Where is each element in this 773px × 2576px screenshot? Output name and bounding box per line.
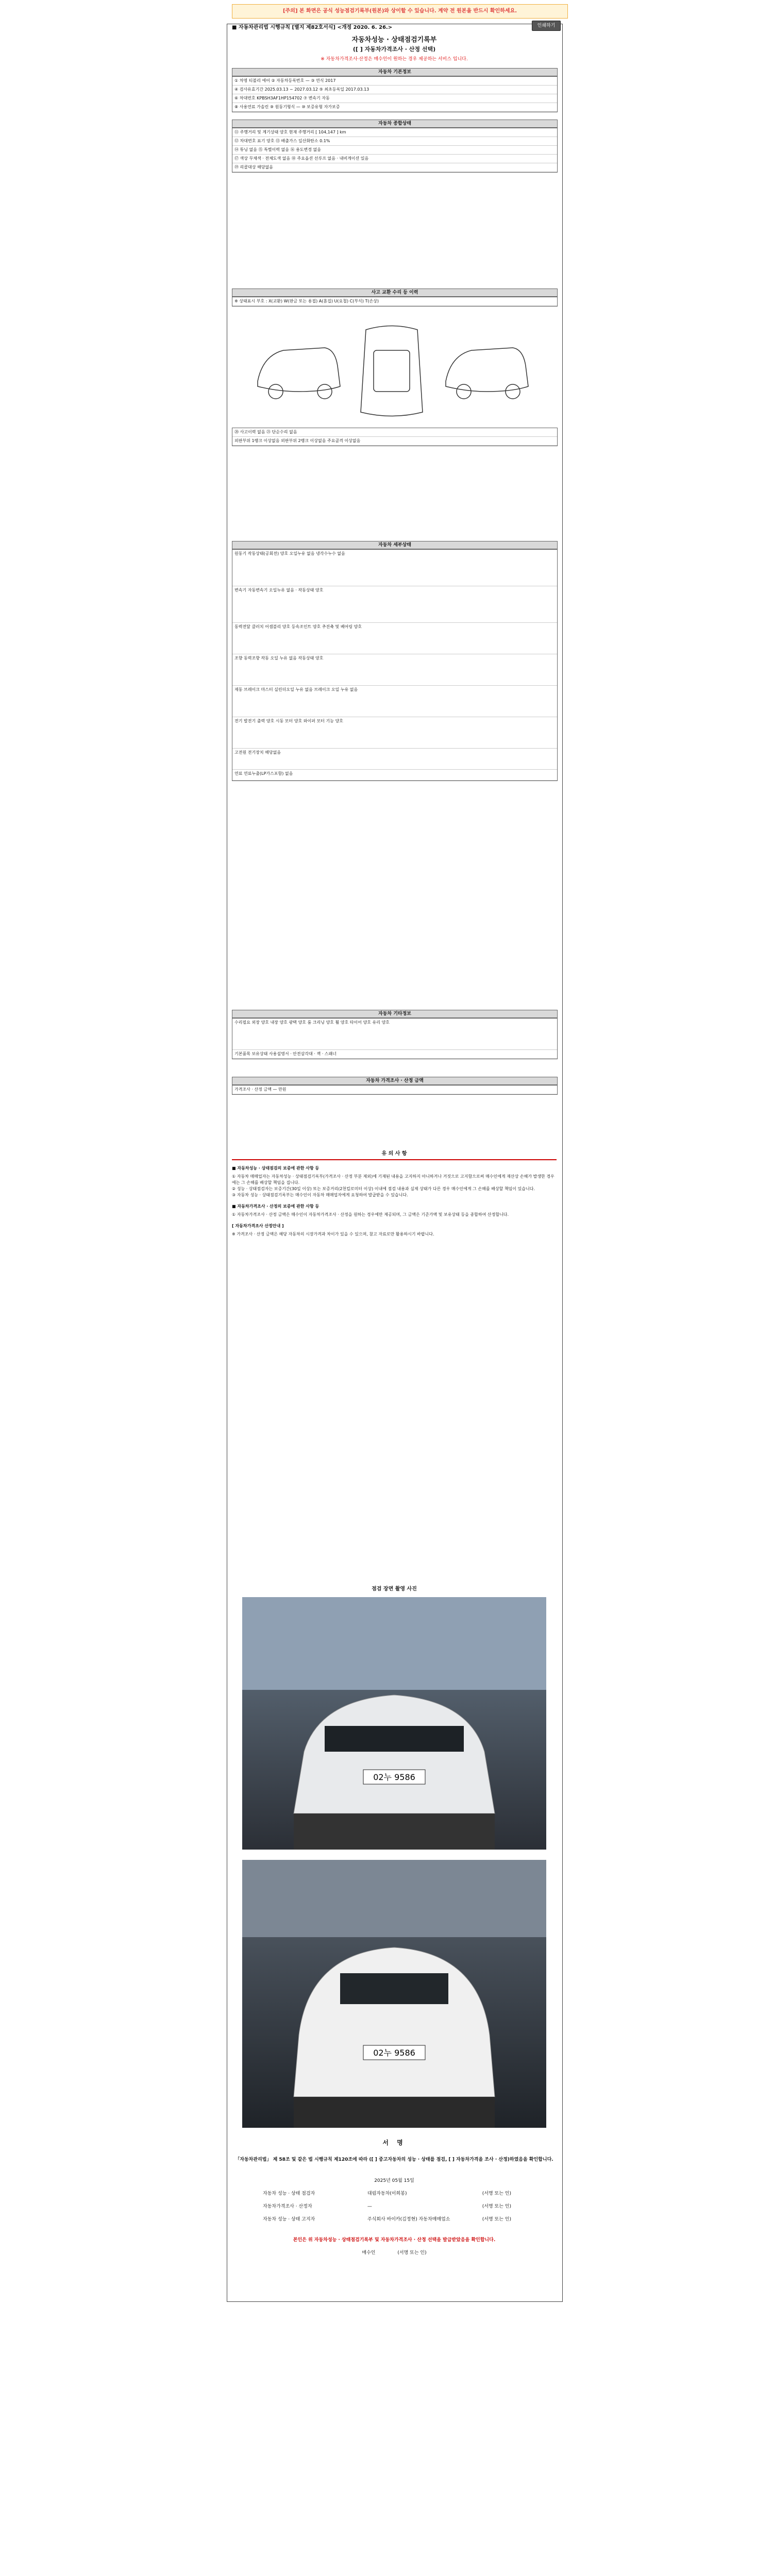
notes-paragraph: ② 성능 · 상태점검자는 보증기간(30일 이상) 또는 보증거리(2천킬로미터 이상) 이내에 점검 내용과 실제 상태가 다른 경우 매수인에게 그 손해를 배상할 책임이 있습니다. (232, 1187, 535, 1191)
section-detail-title: 자동차 세부상태 (232, 541, 558, 549)
divider (232, 1159, 557, 1160)
warning-banner: [주의] 본 화면은 공식 성능점검기록부(원본)와 상이할 수 있습니다. 계약 전 원본을 반드시 확인하세요. (232, 4, 568, 19)
signature-label: 자동차 성능 · 상태 점검자 (263, 2191, 315, 2196)
table-row: 가격조사 · 산정 금액 — 만원 (232, 1086, 557, 1094)
notes-paragraph: ① 자동차 매매업자는 자동차성능 · 상태점검기록부(가격조사 · 산정 부분 제외)에 기재된 내용을 고지하지 아니하거나 거짓으로 고지함으로써 매수인에게 재산상 손해가 발생한 경우에는 그 손해를 배상할 책임을 집니다. (232, 1174, 554, 1185)
section-price-title: 자동차 가격조사 · 산정 금액 (232, 1077, 558, 1085)
notes-title: 유 의 사 항 (381, 1151, 407, 1157)
signature-line (232, 2202, 557, 2209)
print-button[interactable]: 인쇄하기 (532, 21, 561, 31)
notes-body (232, 1165, 557, 1238)
rear-plate-text: 02누 9586 (373, 2048, 415, 2058)
notes-heading: [ 자동차가격조사 산정안내 ] (232, 1224, 284, 1228)
notes-heading: ■ 자동차성능 · 상태점검의 보증에 관한 사항 등 (232, 1166, 320, 1171)
table-row: 제동 브레이크 마스터 실린더오일 누유 없음 브레이크 오일 누유 없음 (232, 686, 557, 717)
section-repair-title: 사고 교환 수리 등 이력 (232, 289, 558, 297)
price-table (232, 1085, 558, 1095)
front-plate-text: 02누 9586 (373, 1772, 415, 1782)
notes-heading: ■ 자동차가격조사 · 산정의 보증에 관한 사항 등 (232, 1204, 320, 1209)
signature-line (232, 2215, 557, 2222)
table-row: ④ 검사유효기간 2025.03.13 ~ 2027.03.12 ⑤ 최초등록일 2017.03.13 (232, 86, 557, 94)
table-row: ⑳ 사고이력 없음 ㉑ 단순수리 없음 (232, 428, 557, 437)
signature-hint: (서명 또는 인) (482, 2217, 511, 2222)
table-row: ⑧ 사용연료 가솔린 ⑨ 원동기형식 — ⑩ 보증유형 자가보증 (232, 103, 557, 112)
section-options-title: 자동차 기타정보 (232, 1010, 558, 1018)
photos-title: 점검 장면 촬영 사진 (372, 1586, 417, 1592)
signature-receipt: 본인은 위 자동차성능 · 상태점검기록부 및 자동차가격조사 · 산정 선택을 발급받았음을 확인합니다. (293, 2238, 496, 2243)
table-row: 전기 발전기 출력 양호 시동 모터 양호 와이퍼 모터 기능 양호 (232, 717, 557, 749)
table-row: ⑰ 색상 무채색 · 전체도색 없음 ⑱ 주요옵션 선루프 없음 · 내비게이션 있음 (232, 155, 557, 163)
front-photo (242, 1597, 546, 1850)
table-row: ⑭ 튜닝 없음 ⑮ 특별이력 없음 ⑯ 용도변경 없음 (232, 146, 557, 155)
signature-value: 대림자동차(이희봉) (367, 2191, 407, 2196)
signature-label: 자동차 성능 · 상태 고지자 (263, 2217, 315, 2222)
table-row: 변속기 자동변속기 오일누유 없음 · 작동상태 양호 (232, 586, 557, 623)
table-row: 외판부위 1랭크 이상없음 외판부위 2랭크 이상없음 주요골격 이상없음 (232, 437, 557, 446)
table-row: ※ 상태표시 부호 : X(교환) W(판금 또는 용접) A(흠집) U(요철) C(부식) T(손상) (232, 297, 557, 306)
section-status-title: 자동차 종합상태 (232, 120, 558, 128)
table-row: 수리필요 외장 양호 내장 양호 광택 양호 룸 크리닝 양호 휠 양호 타이어 양호 유리 양호 (232, 1019, 557, 1050)
notes-paragraph: ※ 가격조사 · 산정 금액은 해당 자동차의 시장가격과 차이가 있을 수 있으며, 참고 자료로만 활용하시기 바랍니다. (232, 1232, 434, 1236)
document-title: 자동차성능 · 상태점검기록부 (351, 36, 437, 44)
options-table (232, 1018, 558, 1059)
header-notice: ※ 자동차가격조사·산정은 매수인이 원하는 경우 제공하는 서비스 입니다. (321, 57, 468, 62)
table-row: 원동기 작동상태(공회전) 양호 오일누유 없음 냉각수누수 없음 (232, 550, 557, 586)
document-subtitle: ([ ] 자동차가격조사 · 산정 선택) (352, 46, 436, 53)
signature-law: 「자동차관리법」 제 58조 및 같은 법 시행규칙 제120조에 따라 ([ ] 중고자동차의 성능 · 상태를 점검, [ ] 자동차가격을 조사 · 산정)하였음을 확인합니다. (235, 2157, 553, 2162)
car-top-icon (361, 326, 423, 416)
table-row: 고전원 전기장치 해당없음 (232, 749, 557, 770)
table-row: 연료 연료누출(LP가스포함) 없음 (232, 770, 557, 781)
buyer-label: 매수인 (362, 2250, 376, 2256)
basic-info-table (232, 76, 558, 112)
signature-hint: (서명 또는 인) (482, 2204, 511, 2209)
table-row: ⑫ 차대번호 표기 양호 ⑬ 배출가스 일산화탄소 0.1% (232, 137, 557, 146)
table-row: ⑥ 차대번호 KPBSH3AF1HP154702 ⑦ 변속기 자동 (232, 94, 557, 103)
rear-photo (242, 1860, 546, 2128)
section-basic-title: 자동차 기본정보 (232, 68, 558, 76)
signature-value: 주식회사 바이카(김정현) 자동차매매업소 (367, 2217, 450, 2222)
car-diagram (247, 319, 536, 422)
signature-date: 2025년 05월 15일 (374, 2178, 414, 2183)
status-table (232, 128, 558, 173)
table-row: ⑲ 리콜대상 해당없음 (232, 163, 557, 172)
table-row: 기본품목 보유상태 사용설명서 · 안전삼각대 · 잭 · 스패너 (232, 1050, 557, 1059)
signature-hint: (서명 또는 인) (482, 2191, 511, 2196)
table-row: 동력전달 클러치 어셈블리 양호 등속조인트 양호 추진축 및 베어링 양호 (232, 623, 557, 654)
signature-title: 서 명 (382, 2139, 406, 2146)
notes-paragraph: ③ 자동차 성능 · 상태점검기록부는 매수인이 자동차 매매업자에게 요청하여 발급받을 수 있습니다. (232, 1193, 408, 1197)
buyer-hint: (서명 또는 인) (397, 2250, 427, 2256)
notes-paragraph: ① 자동차가격조사 · 산정 금액은 매수인이 자동차가격조사 · 산정을 원하는 경우에만 제공되며, 그 금액은 기준가액 및 보유상태 등을 종합하여 산정합니다. (232, 1212, 509, 1217)
signature-value: — (367, 2204, 372, 2209)
repair-table (232, 297, 558, 307)
document-header (227, 32, 562, 62)
signature-label: 자동차가격조사 · 산정자 (263, 2204, 312, 2209)
signature-line (232, 2190, 557, 2196)
form-title: ■ 자동차관리법 시행규칙 [별지 제82호서식] <개정 2020. 6. 26.> (232, 25, 393, 30)
repair-summary-table (232, 428, 558, 446)
buyer-line (232, 2249, 557, 2256)
detail-table (232, 549, 558, 781)
table-row: ① 차명 티볼리 에어 ② 자동차등록번호 — ③ 연식 2017 (232, 77, 557, 86)
table-row: ⑪ 주행거리 및 계기상태 양호 현재 주행거리 [ 104,147 ] km (232, 128, 557, 137)
table-row: 조향 동력조향 작동 오일 누유 없음 작동상태 양호 (232, 654, 557, 686)
